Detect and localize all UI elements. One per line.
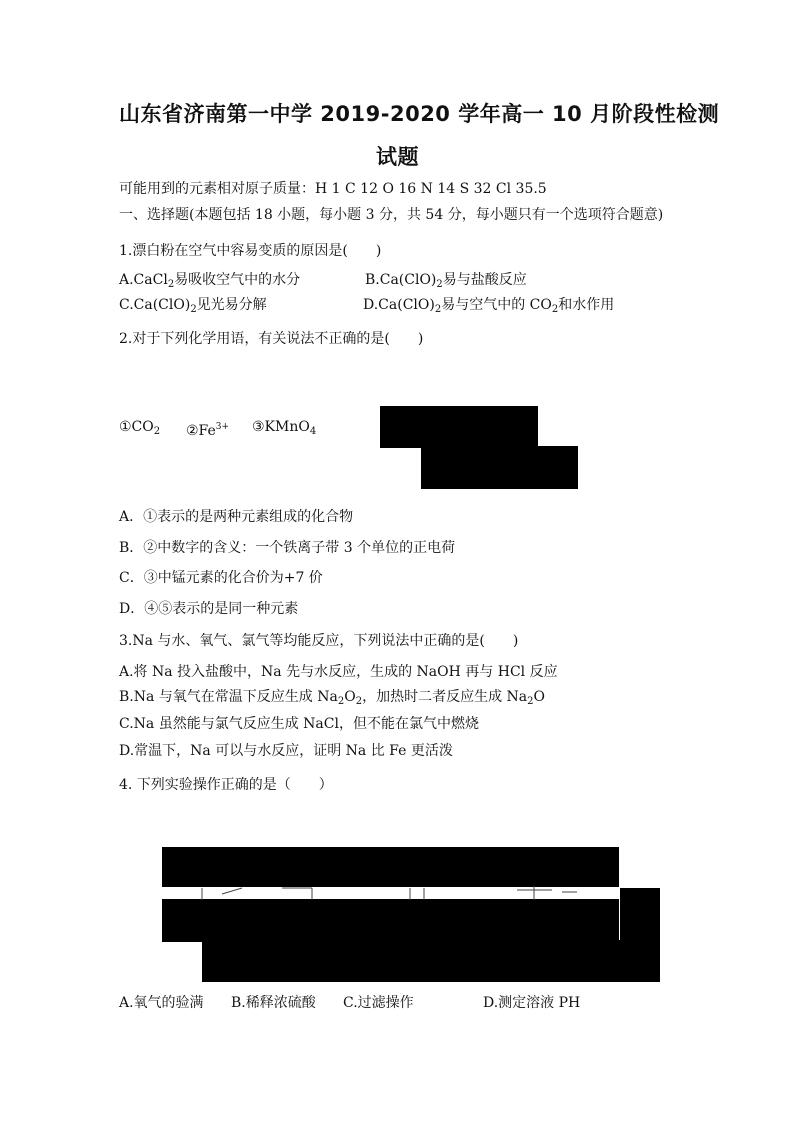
redacted-figure-block: [380, 406, 538, 448]
redacted-figure-block: [620, 888, 660, 948]
redacted-figure-block: [162, 847, 619, 887]
q3-option-a: A.将 Na 投入盐酸中，Na 先与水反应，生成的 NaOH 再与 HCl 反应: [119, 664, 558, 680]
q4-stem: 4. 下列实验操作正确的是（ ）: [119, 777, 333, 793]
q1-option-b: $B.Ca(ClO)_2$易与盐酸反应: [365, 272, 527, 290]
redacted-figure-block: [202, 940, 660, 982]
apparatus-sketch-fragment: [162, 886, 620, 900]
q2-stem: 2.对于下列化学用语，有关说法不正确的是( ): [119, 331, 424, 347]
document-title-line1: 山东省济南第一中学 2019-2020 学年高一 10 月阶段性检测: [119, 102, 720, 126]
section-header: 一、选择题(本题包括 18 小题，每小题 3 分，共 54 分，每小题只有一个选项符合题意): [119, 207, 664, 223]
q1-option-a: A.CaCl$_2$易吸收空气中的水分: [119, 272, 301, 290]
document-title-line2: 试题: [376, 145, 419, 169]
q2-option-a: A．①表示的是两种元素组成的化合物: [119, 509, 354, 525]
q3-option-d: D.常温下，Na 可以与水反应，证明 Na 比 Fe 更活泼: [119, 743, 453, 759]
q4-option-b: B.稀释浓硫酸: [231, 995, 316, 1011]
q2-option-d: D．④⑤表示的是同一种元素: [119, 601, 299, 617]
redacted-figure-block: [421, 446, 578, 489]
q4-option-d: D.测定溶液 PH: [483, 995, 581, 1011]
q2-option-c: C．③中锰元素的化合价为+7 价: [119, 570, 323, 586]
q1-option-d: $D.Ca(ClO)_2$易与空气中的 $CO_2$和水作用: [363, 297, 615, 315]
q4-option-c: C.过滤操作: [343, 995, 414, 1011]
q4-option-a: A.氧气的验满: [119, 995, 204, 1011]
q2-formula-fe3: $②Fe^{3+}$: [186, 422, 230, 439]
q3-option-c: C.Na 虽然能与氯气反应生成 NaCl，但不能在氯气中燃烧: [119, 716, 479, 732]
q1-option-c: $C.Ca(ClO)_2$见光易分解: [119, 297, 267, 315]
atomic-masses-note: 可能用到的元素相对原子质量：H 1 C 12 O 16 N 14 S 32 Cl 35.5: [119, 181, 547, 197]
q2-formula-kmno4: ③KMnO$_4$: [252, 419, 317, 437]
q2-formula-co2: $①CO_2$: [119, 419, 161, 437]
q1-stem: 1.漂白粉在空气中容易变质的原因是( ): [119, 243, 382, 259]
redacted-figure-block: [162, 899, 619, 942]
q3-option-b: B.Na 与氧气在常温下反应生成 $Na_2O_2$，加热时二者反应生成 $Na_2O$: [119, 689, 545, 707]
q3-stem: 3.Na 与水、氧气、氯气等均能反应，下列说法中正确的是( ): [119, 633, 519, 649]
q2-option-b: B．②中数字的含义：一个铁离子带 3 个单位的正电荷: [119, 540, 456, 556]
